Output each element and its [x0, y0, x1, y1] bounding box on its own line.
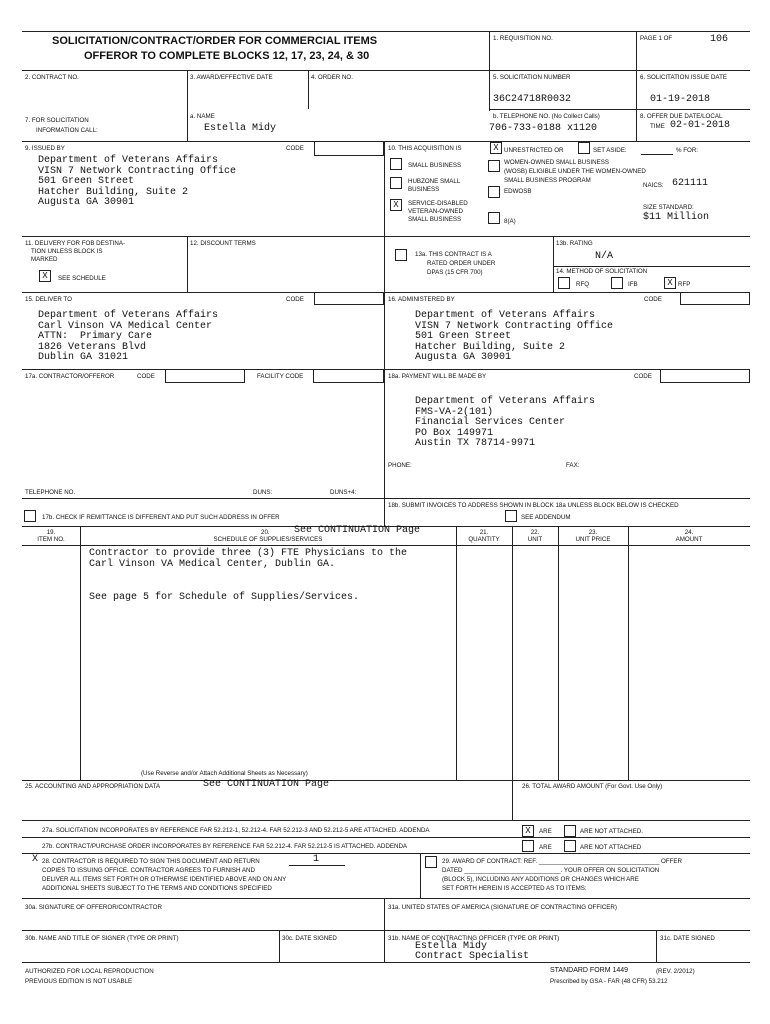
deliver-to-line: 1826 Veterans Blvd [38, 341, 147, 353]
sdvosb-label: SERVICE-DISABLED [408, 200, 468, 207]
clause-27b: 27b. CONTRACT/PURCHASE ORDER INCORPORATES BY REFERENCE FAR 52.212-4. FAR 52.212-5 IS ATTACHED. ADDENDA [42, 843, 408, 850]
contractor-code-label: CODE [137, 373, 155, 380]
clause-29: 29. AWARD OF CONTRACT: REF. ___________________________________ OFFER [442, 858, 682, 865]
contractor-label: 17a. CONTRACTOR/OFFEROR [25, 373, 115, 380]
see-schedule-checkbox[interactable]: X [39, 270, 51, 282]
issue-date: 01-19-2018 [650, 94, 711, 105]
info-call-label-2: INFORMATION CALL: [36, 127, 98, 134]
size-standard-label: SIZE STANDARD: [643, 204, 694, 211]
total-award-label: 26. TOTAL AWARD AMOUNT (For Govt. Use Only) [522, 783, 663, 790]
copies-count: 1 [313, 854, 320, 865]
edwosb-checkbox[interactable] [488, 186, 500, 198]
wosb-checkbox[interactable] [488, 160, 500, 172]
duns4-label: DUNS+4: [330, 489, 357, 496]
col-item-no-label: ITEM NO. [37, 536, 65, 543]
schedule-description: Contractor to provide three (3) FTE Physicians to the [89, 548, 408, 559]
addendum-checkbox[interactable] [505, 510, 517, 522]
contract-no-label: 2. CONTRACT NO. [25, 74, 79, 81]
acquisition-label: 10. THIS ACQUISITION IS [388, 145, 462, 152]
hubzone-checkbox[interactable] [390, 177, 402, 189]
due-date: 02-01-2018 [670, 120, 731, 131]
clause-27a: 27a. SOLICITATION INCORPORATES BY REFERENCE FAR 52.212-1, 52.212-4. FAR 52.212-3 AND 52.212-5 ARE ATTACHED. ADDENDA [42, 827, 430, 834]
clause-29-4: SET FORTH HEREIN IS ACCEPTED AS TO ITEMS: [442, 885, 587, 892]
schedule-description-3: See page 5 for Schedule of Supplies/Services. [89, 592, 360, 603]
wosb-label-2: (WOSB) ELIGIBLE UNDER THE WOMEN-OWNED [504, 168, 646, 175]
payment-line: Department of Veterans Affairs [415, 396, 596, 407]
phone-label: b. TELEPHONE NO. (No Collect Calls) [493, 113, 600, 120]
solicitation-no-label: 5. SOLICITATION NUMBER [493, 74, 571, 81]
deliver-to-label: 15. DELIVER TO [25, 296, 72, 303]
col-item-no: 19. [46, 529, 56, 536]
payment-line: Austin TX 78714-9971 [415, 438, 536, 449]
payment-code-label: CODE [634, 373, 652, 380]
deliver-code-label: CODE [286, 296, 304, 303]
issued-code-label: CODE [286, 145, 304, 152]
payment-line: FMS-VA-2(101) [415, 406, 494, 418]
27a-are-label: ARE [539, 828, 552, 835]
co-name: Estella Midy [415, 941, 488, 952]
col-unit: 22. [530, 529, 540, 536]
admin-line: Hatcher Building, Suite 2 [415, 341, 566, 353]
name-label: a. NAME [190, 113, 215, 120]
footer-previous-edition: PREVIOUS EDITION IS NOT USABLE [25, 978, 133, 985]
admin-line: Augusta GA 30901 [415, 352, 512, 363]
signer-name-label: 30b. NAME AND TITLE OF SIGNER (TYPE OR PRINT) [25, 935, 179, 942]
contact-name: Estella Midy [204, 123, 277, 134]
issue-date-label: 6. SOLICITATION ISSUE DATE [640, 74, 727, 81]
rfp-label: RFP [678, 281, 691, 288]
prescribed-by: Prescribed by GSA - FAR (48 CFR) 53.212 [550, 978, 668, 985]
col-amount-label: AMOUNT [675, 536, 703, 543]
col-quantity-label: QUANTITY [468, 536, 500, 543]
form-number: STANDARD FORM 1449 [550, 967, 629, 974]
rfq-checkbox[interactable] [558, 277, 570, 289]
col-unit-price-label: UNIT PRICE [575, 536, 611, 543]
offeror-date-label: 30c. DATE SIGNED [282, 935, 337, 942]
small-business-label: SMALL BUSINESS [408, 162, 462, 169]
set-aside-checkbox[interactable] [578, 142, 590, 154]
hubzone-label-2: BUSINESS [408, 186, 440, 193]
telephone-label: TELEPHONE NO. [25, 489, 76, 496]
admin-line: 501 Green Street [415, 331, 512, 342]
issued-by-line: Hatcher Building, Suite 2 [38, 186, 189, 198]
clause-28-4: ADDITIONAL SHEETS SUBJECT TO THE TERMS AND CONDITIONS SPECIFIED [42, 885, 272, 892]
admin-line: Department of Veterans Affairs [415, 310, 596, 321]
payment-line: PO Box 149971 [415, 427, 494, 439]
clause-28-2: COPIES TO ISSUING OFFICE. CONTRACTOR AGREES TO FURNISH AND [42, 867, 255, 874]
clause-29-2: DATED ____________________________. YOUR OFFER ON SOLICITATION [442, 867, 660, 874]
footer-authorized: AUTHORIZED FOR LOCAL REPRODUCTION [25, 968, 154, 975]
page-total: 106 [710, 34, 729, 45]
co-title: Contract Specialist [415, 951, 530, 962]
clause-28-3: DELIVER ALL ITEMS SET FORTH OR OTHERWISE IDENTIFIED ABOVE AND ON ANY [42, 876, 287, 883]
hubzone-label: HUBZONE SMALL [408, 178, 461, 185]
issued-by-line: Department of Veterans Affairs [38, 155, 219, 166]
accounting-label: 25. ACCOUNTING AND APPROPRIATION DATA [25, 783, 161, 790]
contact-phone: 706-733-0188 x1120 [489, 123, 598, 134]
form-subtitle: OFFEROR TO COMPLETE BLOCKS 12, 17, 23, 24, & 30 [84, 50, 370, 62]
due-date-label: 8. OFFER DUE DATE/LOCAL [640, 113, 723, 120]
co-signature-label: 31a. UNITED STATES OF AMERICA (SIGNATURE OF CONTRACTING OFFICER) [388, 904, 617, 911]
edwosb-label: EDWOSB [504, 188, 532, 195]
small-business-checkbox[interactable] [390, 158, 402, 170]
27a-are-not-label: ARE NOT ATTACHED. [580, 828, 643, 835]
col-unit-price: 23. [588, 529, 598, 536]
submit-invoices-label: 18b. SUBMIT INVOICES TO ADDRESS SHOWN IN BLOCK 18a UNLESS BLOCK BELOW IS CHECKED [388, 502, 679, 509]
issued-by-line: VISN 7 Network Contracting Office [38, 165, 237, 177]
issued-by-line: Augusta GA 30901 [38, 197, 135, 208]
rated-order-label-3: DPAS (15 CFR 700) [427, 269, 483, 276]
see-schedule-label: SEE SCHEDULE [58, 275, 106, 282]
fob-label-3: MARKED [31, 256, 58, 263]
rated-order-checkbox[interactable] [395, 249, 407, 261]
set-aside-label: SET ASIDE: [593, 147, 627, 154]
sdvosb-label-2: VETERAN-OWNED [408, 208, 464, 215]
award-checkbox[interactable] [425, 856, 437, 868]
page-label: PAGE 1 OF [640, 35, 673, 42]
sdvosb-checkbox[interactable]: X [390, 199, 402, 211]
col-quantity: 21. [479, 529, 489, 536]
percent-for-label: % FOR: [676, 147, 699, 154]
rating-label: 13b. RATING [556, 240, 593, 247]
deliver-to-line: Dublin GA 31021 [38, 352, 129, 363]
issued-by-label: 9. ISSUED BY [25, 145, 65, 152]
phone-label-18: PHONE: [388, 462, 412, 469]
reverse-note: (Use Reverse and/or Attach Additional Sheets as Necessary) [141, 770, 308, 777]
eight-a-checkbox[interactable] [488, 212, 500, 224]
issued-by-line: 501 Green Street [38, 176, 135, 187]
rated-order-label-2: RATED ORDER UNDER [427, 260, 496, 267]
27a-are-checkbox[interactable]: X [522, 825, 534, 837]
payment-line: Financial Services Center [415, 417, 566, 428]
due-time-label: TIME [650, 123, 665, 130]
remittance-label: 17b. CHECK IF REMITTANCE IS DIFFERENT AND PUT SUCH ADDRESS IN OFFER [42, 514, 280, 521]
col-schedule: 20. [261, 529, 270, 536]
rating-value: N/A [595, 251, 614, 262]
administered-by-label: 16. ADMINISTERED BY [388, 296, 455, 303]
deliver-to-line: ATTN: Primary Care [38, 331, 153, 342]
method-label: 14. METHOD OF SOLICITATION [556, 268, 648, 275]
info-call-label: 7. FOR SOLICITATION [25, 117, 89, 124]
fob-label: 11. DELIVERY FOR FOB DESTINA- [25, 240, 126, 247]
discount-terms-label: 12. DISCOUNT TERMS [190, 240, 256, 247]
unrestricted-label: UNRESTRICTED OR [504, 147, 564, 154]
deliver-to-line: Carl Vinson VA Medical Center [38, 320, 213, 332]
27b-are-checkbox[interactable] [522, 840, 534, 852]
fax-label: FAX: [566, 462, 580, 469]
accounting-value: See CONTINUATION Page [203, 779, 330, 790]
wosb-label-3: SMALL BUSINESS PROGRAM [504, 177, 591, 184]
schedule-description-2: Carl Vinson VA Medical Center, Dublin GA. [89, 559, 336, 570]
contractor-sign-mark: X [32, 854, 39, 865]
continuation-note: See CONTINUATION Page [294, 525, 421, 536]
clause-28: 28. CONTRACTOR IS REQUIRED TO SIGN THIS DOCUMENT AND RETURN [42, 858, 260, 865]
co-name-label: 31b. NAME OF CONTRACTING OFFICER (TYPE OR PRINT) [388, 935, 560, 942]
admin-line: VISN 7 Network Contracting Office [415, 320, 614, 332]
unrestricted-checkbox[interactable]: X [490, 142, 502, 154]
wosb-label: WOMEN-OWNED SMALL BUSINESS [504, 159, 609, 166]
ifb-checkbox[interactable] [611, 277, 623, 289]
offeror-signature-label: 30a. SIGNATURE OF OFFEROR/CONTRACTOR [25, 904, 162, 911]
rated-order-label: 13a. THIS CONTRACT IS A [415, 251, 492, 258]
col-unit-label: UNIT [527, 536, 543, 543]
fob-label-2: TION UNLESS BLOCK IS [31, 248, 103, 255]
deliver-to-line: Department of Veterans Affairs [38, 310, 219, 321]
duns-label: DUNS: [253, 489, 273, 496]
clause-29-3: (BLOCK 5), INCLUDING ANY ADDITIONS OR CHANGES WHICH ARE [442, 876, 639, 883]
form-title: SOLICITATION/CONTRACT/ORDER FOR COMMERCIAL ITEMS [52, 35, 378, 47]
form-revision: (REV. 2/2012) [656, 968, 695, 975]
admin-code-label: CODE [644, 296, 662, 303]
eight-a-label: 8(A) [504, 218, 516, 225]
naics-label: NAICS: [643, 182, 664, 189]
rfq-label: RFQ [576, 281, 590, 288]
col-schedule-label: SCHEDULE OF SUPPLIES/SERVICES [213, 536, 323, 543]
payment-label: 18a. PAYMENT WILL BE MADE BY [388, 373, 487, 380]
co-date-label: 31c. DATE SIGNED [660, 935, 715, 942]
addendum-label: SEE ADDENDUM [521, 514, 571, 521]
27b-are-not-label: ARE NOT ATTACHED [580, 844, 642, 851]
size-standard: $11 Million [643, 212, 710, 223]
award-date-label: 3. AWARD/EFFECTIVE DATE [190, 74, 273, 81]
rfp-checkbox[interactable]: X [664, 277, 676, 289]
ifb-label: IFB [628, 281, 638, 288]
requisition-label: 1. REQUISITION NO. [493, 35, 553, 42]
solicitation-number: 36C24718R0032 [493, 94, 572, 105]
naics-code: 621111 [672, 178, 709, 189]
col-amount: 24. [684, 529, 694, 536]
27b-are-label: ARE [539, 844, 552, 851]
27b-are-not-checkbox[interactable] [564, 840, 576, 852]
order-no-label: 4. ORDER NO. [311, 74, 353, 81]
facility-code-label: FACILITY CODE [257, 373, 304, 380]
remittance-checkbox[interactable] [24, 510, 36, 522]
27a-are-not-checkbox[interactable] [564, 825, 576, 837]
sdvosb-label-3: SMALL BUSINESS [408, 216, 462, 223]
